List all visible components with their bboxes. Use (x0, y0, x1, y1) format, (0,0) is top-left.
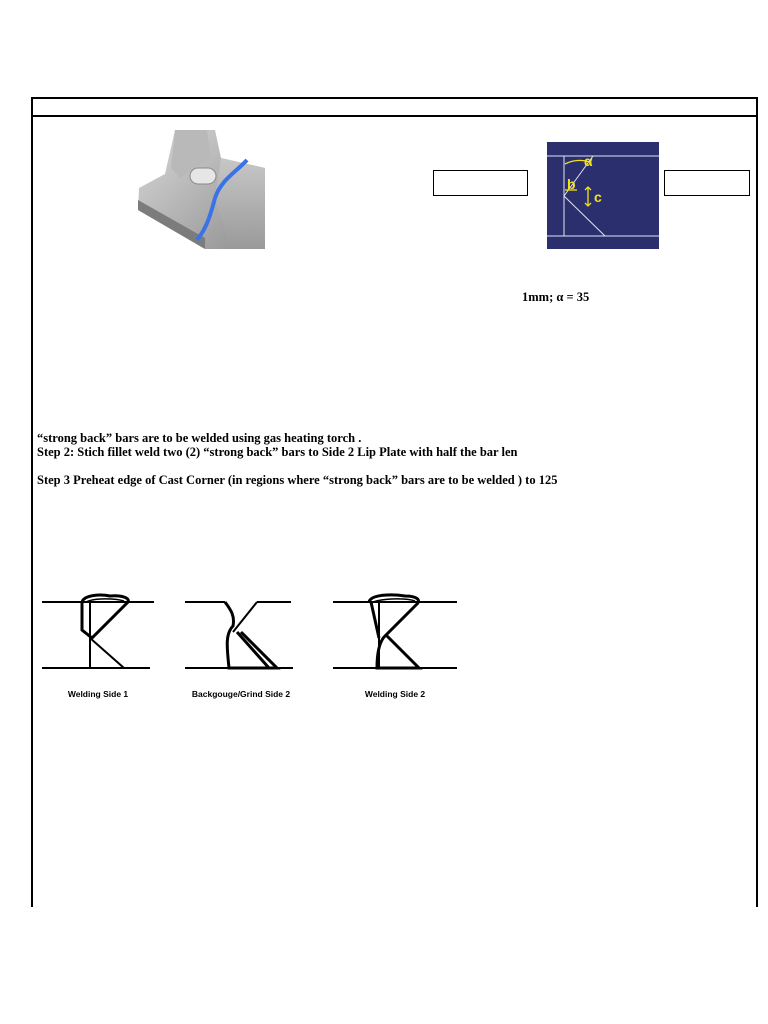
instruction-step-2: Step 2: Stich fillet weld two (2) “strong back” bars to Side 2 Lip Plate with half the bar len (37, 445, 518, 459)
weld-caption: Welding Side 1 (67, 689, 129, 699)
instruction-line-1: “strong back” bars are to be welded using gas heating torch . (37, 431, 362, 445)
header-row-box (31, 97, 758, 117)
weld-diagram-backgouge (185, 588, 297, 699)
joint-dimension-diagram (547, 142, 659, 249)
weld-caption: Backgouge/Grind Side 2 (191, 689, 291, 699)
frame-right-border (756, 115, 758, 907)
dimension-spec: 1mm; α = 35 (522, 290, 590, 304)
label-box-right (664, 170, 750, 196)
weld-caption: Welding Side 2 (364, 689, 426, 699)
weld-diagram-side-1 (42, 588, 154, 699)
c-label: c (594, 189, 602, 205)
label-box-left (433, 170, 528, 196)
frame-left-border (31, 115, 33, 907)
b-label: b (567, 176, 576, 192)
alpha-label: α (584, 153, 593, 169)
weld-diagram-side-2 (333, 588, 457, 699)
instruction-step-3: Step 3 Preheat edge of Cast Corner (in regions where “strong back” bars are to be welded ) to 125 (37, 473, 558, 487)
cast-corner-photo (135, 128, 267, 250)
